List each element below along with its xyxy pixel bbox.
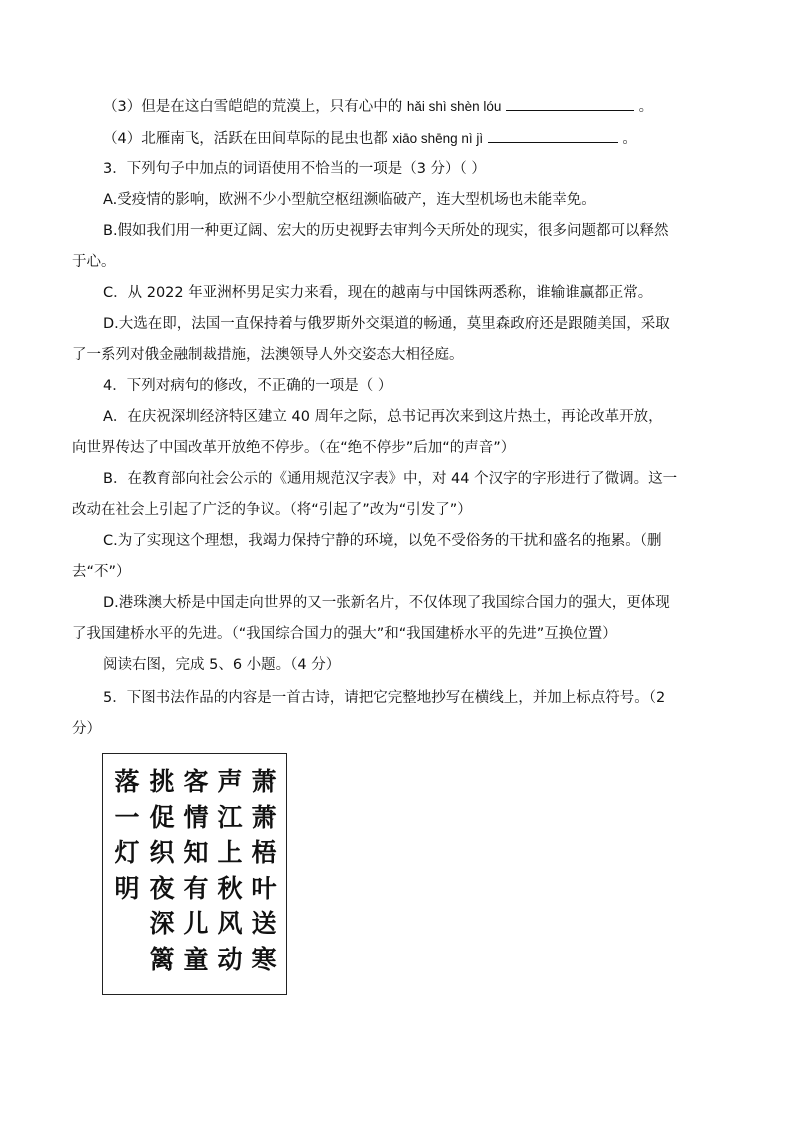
- item3-period: 。: [638, 99, 654, 115]
- q4-option-a-cont: 向世界传达了中国改革开放绝不停步。（在“绝不停步”后加“的声音”）: [72, 440, 516, 456]
- calligraphy-char: 深: [149, 909, 175, 938]
- calligraphy-char: 上: [217, 838, 243, 867]
- q5-stem: 5．下图书法作品的内容是一首古诗，请把它完整地抄写在横线上，并加上标点符号。（2: [103, 690, 666, 706]
- item3-text: （3）但是在这白雪皑皑的荒漠上，只有心中的: [103, 99, 403, 115]
- calligraphy-char: 有: [183, 873, 209, 903]
- calligraphy-column-1: [247, 764, 281, 977]
- q5-stem-cont: 分）: [72, 721, 101, 737]
- calligraphy-char: 篱: [149, 944, 175, 974]
- item4-pinyin: xiāo shēng nì jì: [392, 131, 484, 146]
- calligraphy-char: 挑: [149, 767, 175, 796]
- q2-item-3: [103, 95, 653, 117]
- calligraphy-column-2: [213, 764, 247, 977]
- q4-option-b: B．在教育部向社会公示的《通用规范汉字表》中，对 44 个汉字的字形进行了微调。这一: [103, 471, 678, 487]
- calligraphy-char: 灯: [114, 838, 140, 867]
- calligraphy-column-4: [145, 764, 179, 977]
- q3-option-c: C．从 2022 年亚洲杯男足实力来看，现在的越南与中国铢两悉称，谁输谁赢都正常。: [103, 285, 653, 301]
- calligraphy-char: 明: [114, 873, 140, 903]
- answer-blank[interactable]: [506, 95, 634, 111]
- answer-blank[interactable]: [488, 127, 618, 143]
- q4-option-c: C.为了实现这个理想，我竭力保持宁静的环境，以免不受俗务的干扰和盛名的拖累。（删: [103, 533, 662, 549]
- q4-stem: 4．下列对病句的修改，不正确的一项是（ ）: [103, 378, 393, 394]
- calligraphy-char: 送: [251, 909, 277, 938]
- item4-period: 。: [622, 131, 637, 147]
- calligraphy-column-3: [179, 764, 213, 977]
- calligraphy-char: 童: [183, 944, 209, 974]
- calligraphy-char: 萧: [251, 802, 277, 832]
- q3-option-b-cont: 于心。: [72, 254, 116, 270]
- calligraphy-char: 客: [183, 767, 209, 796]
- calligraphy-char: 夜: [149, 873, 175, 903]
- calligraphy-char: 动: [217, 944, 243, 974]
- calligraphy-char: 秋: [217, 873, 243, 903]
- calligraphy-char: 落: [114, 767, 140, 796]
- calligraphy-char: 知: [183, 838, 209, 867]
- q4-option-d: D.港珠澳大桥是中国走向世界的又一张新名片，不仅体现了我国综合国力的强大，更体现: [103, 595, 670, 611]
- q3-option-d-cont: 了一系列对俄金融制裁措施，法澳领导人外交姿态大相径庭。: [72, 347, 464, 363]
- reading-prompt: 阅读右图，完成 5、6 小题。（4 分）: [103, 657, 341, 673]
- calligraphy-char: 声: [217, 767, 243, 796]
- calligraphy-char: 江: [217, 802, 243, 832]
- calligraphy-char: 萧: [251, 767, 277, 796]
- q4-option-a: A．在庆祝深圳经济特区建立 40 周年之际，总书记再次来到这片热土，再论改革开放，: [103, 409, 663, 425]
- q4-option-d-cont: 了我国建桥水平的先进。（“我国综合国力的强大”和“我国建桥水平的先进”互换位置）: [72, 626, 617, 642]
- item4-text: （4）北雁南飞，活跃在田间草际的昆虫也都: [103, 131, 388, 147]
- calligraphy-char: 叶: [251, 873, 277, 903]
- q4-option-c-cont: 去“不”）: [72, 564, 131, 580]
- calligraphy-char: 儿: [183, 909, 209, 938]
- calligraphy-char: 情: [183, 802, 209, 832]
- calligraphy-column-5: [110, 764, 144, 906]
- q3-stem: 3．下列句子中加点的词语使用不恰当的一项是（3 分）（ ）: [103, 161, 486, 177]
- q3-option-a: A.受疫情的影响，欧洲不少小型航空枢纽濒临破产，连大型机场也未能幸免。: [103, 192, 596, 208]
- calligraphy-char: 促: [149, 802, 175, 832]
- calligraphy-char: 寒: [251, 944, 277, 974]
- q3-option-d: D.大选在即，法国一直保持着与俄罗斯外交渠道的畅通，莫里森政府还是跟随美国，采取: [103, 316, 670, 332]
- q2-item-4: [103, 127, 637, 149]
- calligraphy-char: 织: [149, 838, 175, 867]
- calligraphy-artwork: [102, 753, 287, 995]
- q4-option-b-cont: 改动在社会上引起了广泛的争议。（将“引起了”改为“引发了”）: [72, 502, 472, 518]
- calligraphy-char: 梧: [251, 838, 277, 867]
- item3-pinyin: hǎi shì shèn lóu: [406, 99, 502, 114]
- q3-option-b: B.假如我们用一种更辽阔、宏大的历史视野去审判今天所处的现实，很多问题都可以释然: [103, 223, 669, 239]
- calligraphy-char: 一: [114, 802, 140, 832]
- calligraphy-char: 风: [217, 909, 243, 938]
